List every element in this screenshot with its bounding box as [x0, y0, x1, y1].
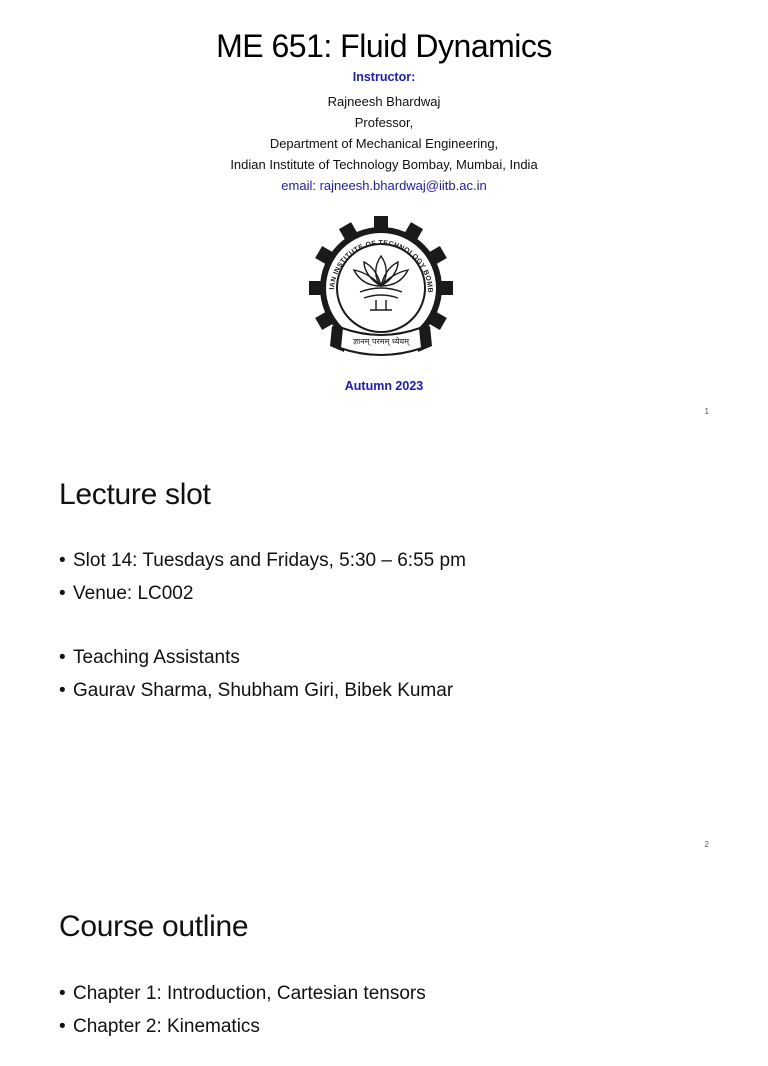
- slide-heading: Lecture slot: [59, 478, 211, 511]
- slide-heading: Course outline: [59, 910, 249, 943]
- page-number: 1: [704, 407, 709, 416]
- instructor-label: Instructor:: [352, 70, 416, 84]
- instructor-email: email: rajneesh.bhardwaj@iitb.ac.in: [281, 178, 487, 193]
- iit-bombay-emblem-icon: [304, 214, 458, 366]
- instructor-name: Rajneesh Bhardwaj: [327, 94, 441, 109]
- instructor-position: Professor,: [354, 115, 414, 130]
- course-outline-slide: [0, 866, 768, 1066]
- instructor-institute: Indian Institute of Technology Bombay, Mumbai, India: [230, 157, 538, 172]
- bullet-list: [59, 978, 426, 1043]
- bullet-list: [59, 545, 466, 707]
- list-item: • Slot 14: Tuesdays and Fridays, 5:30 – 6:55 pm: [59, 550, 466, 571]
- list-item: • Chapter 1: Introduction, Cartesian tensors: [59, 983, 426, 1004]
- list-item: • Teaching Assistants: [59, 647, 240, 668]
- svg-text:ज्ञानम् परमम् ध्येयम्: ज्ञानम् परमम् ध्येयम्: [353, 337, 409, 346]
- lecture-slot-slide: [0, 432, 768, 864]
- list-item: • Chapter 2: Kinematics: [59, 1015, 260, 1037]
- svg-text:INDIAN INSTITUTE OF TECHNOLOGY: IAN INSTITUTE OF TECHNOLOGY BOMB: [329, 239, 434, 294]
- instructor-department: Department of Mechanical Engineering,: [269, 136, 499, 151]
- course-title: ME 651: Fluid Dynamics: [216, 28, 552, 64]
- list-item: • Gaurav Sharma, Shubham Giri, Bibek Kumar: [59, 679, 454, 701]
- page-number: 2: [704, 840, 709, 849]
- list-item: • Venue: LC002: [59, 582, 194, 604]
- title-slide: [0, 0, 768, 430]
- term-label: Autumn 2023: [344, 379, 424, 393]
